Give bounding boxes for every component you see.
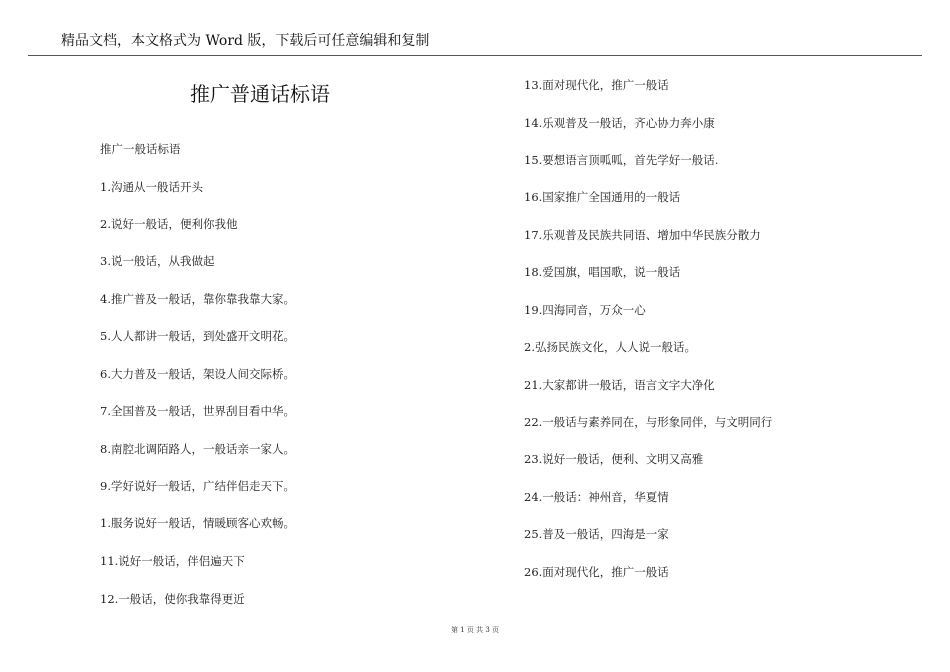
slogan-item: 19.四海同音，万众一心	[524, 303, 646, 317]
slogan-item: 21.大家都讲一般话，语言文字大净化	[524, 378, 715, 392]
slogan-item: 7.全国普及一般话，世界刮目看中华。	[100, 404, 295, 418]
slogan-item: 22.一般话与素养同在，与形象同伴，与文明同行	[524, 415, 773, 429]
slogan-item: 1.服务说好一般话，情暖顾客心欢畅。	[100, 516, 295, 530]
slogan-item: 24.一般话：神州音，华夏情	[524, 490, 669, 504]
slogan-item: 25.普及一般话，四海是一家	[524, 527, 669, 541]
slogan-item: 2.弘扬民族文化，人人说一般话。	[524, 340, 696, 354]
slogan-item: 18.爱国旗，唱国歌，说一般话	[524, 265, 681, 279]
slogan-item: 4.推广普及一般话，靠你靠我靠大家。	[100, 292, 295, 306]
slogan-item: 2.说好一般话，便利你我他	[100, 217, 238, 231]
slogan-item: 17.乐观普及民族共同语、增加中华民族分散力	[524, 228, 761, 242]
slogan-item: 11.说好一般话，伴侣遍天下	[100, 554, 245, 568]
slogan-item: 9.学好说好一般话，广结伴侣走天下。	[100, 479, 295, 493]
slogan-item: 12.一般话，使你我靠得更近	[100, 592, 245, 606]
document-header: 精品文档，本文格式为 Word 版，下载后可任意编辑和复制	[61, 33, 430, 49]
slogan-item: 13.面对现代化，推广一般话	[524, 78, 669, 92]
slogan-item: 26.面对现代化，推广一般话	[524, 565, 669, 579]
slogan-item: 23.说好一般话，便利、文明又高雅	[524, 452, 704, 466]
page-number: 第 1 页 共 3 页	[450, 626, 500, 634]
slogan-item: 3.说一般话，从我做起	[100, 254, 215, 268]
header-divider	[28, 55, 922, 56]
slogan-item: 14.乐观普及一般话，齐心协力奔小康	[524, 116, 715, 130]
slogan-item: 6.大力普及一般话，架设人间交际桥。	[100, 367, 295, 381]
document-title: 推广普通话标语	[190, 82, 330, 106]
slogan-item: 8.南腔北调陌路人，一般话亲一家人。	[100, 442, 295, 456]
slogan-item: 15.要想语言顶呱呱，首先学好一般话.	[524, 153, 719, 167]
slogan-item: 1.沟通从一般话开头	[100, 180, 203, 194]
slogan-item: 16.国家推广全国通用的一般话	[524, 190, 681, 204]
section-heading: 推广一般话标语	[100, 142, 181, 156]
slogan-item: 5.人人都讲一般话，到处盛开文明花。	[100, 329, 295, 343]
